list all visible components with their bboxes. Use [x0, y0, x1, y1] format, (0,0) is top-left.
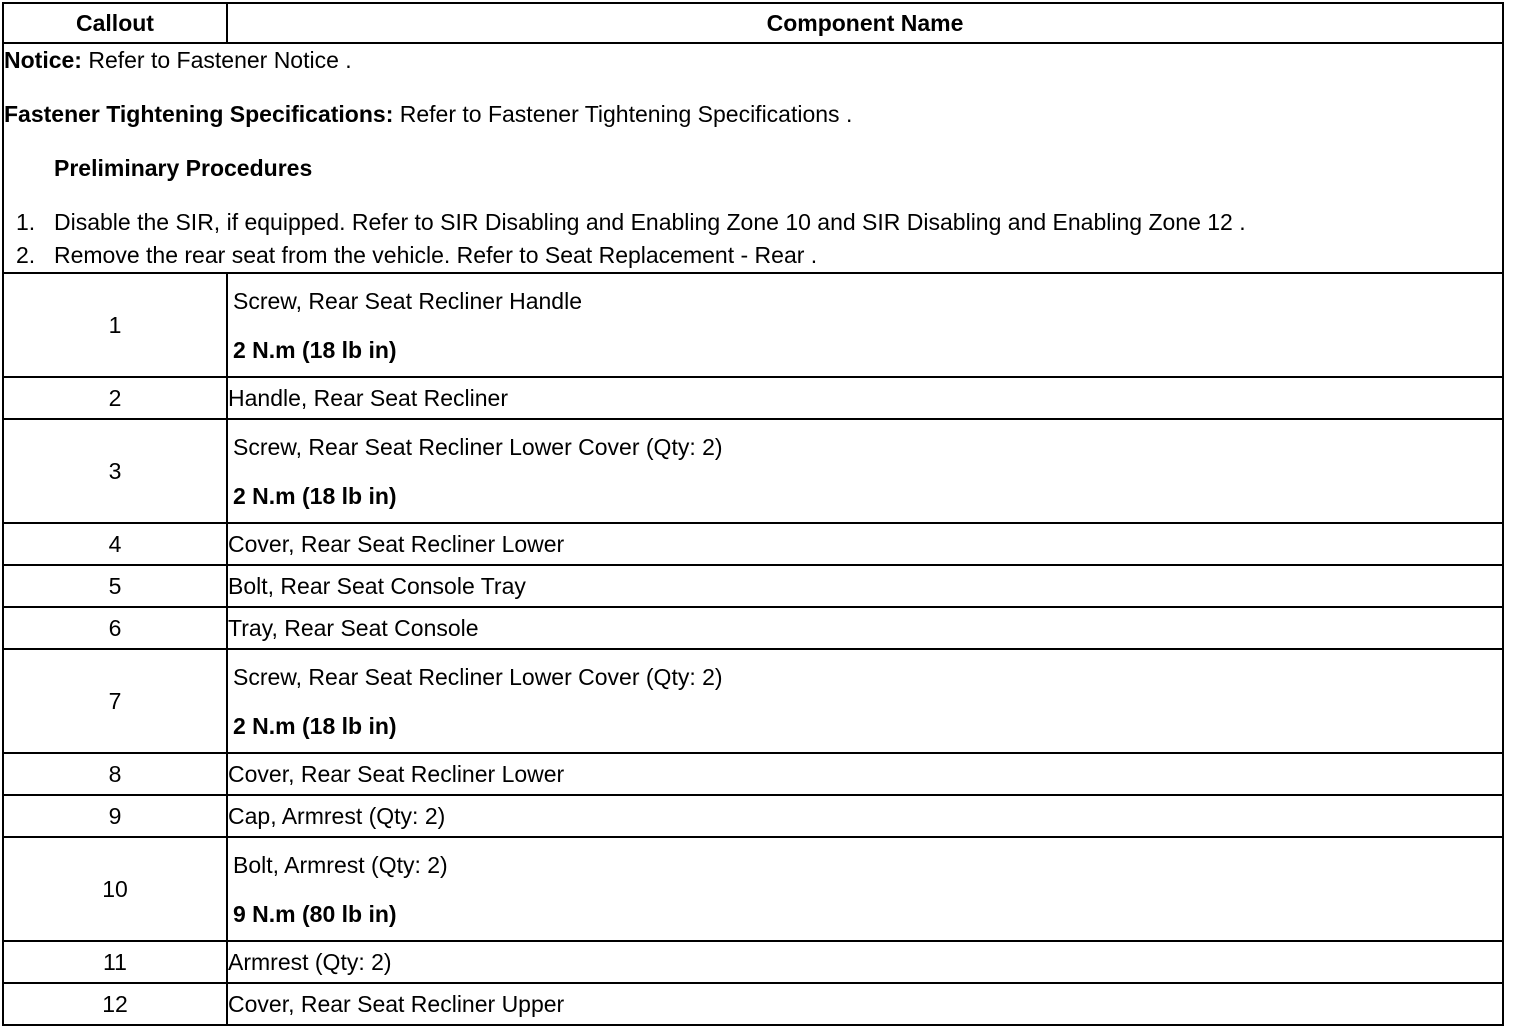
- component-name-cell: [227, 983, 1503, 1025]
- table-header-row: [3, 3, 1503, 43]
- callout-cell: 12: [3, 983, 227, 1025]
- component-name-header: Component Name: [227, 3, 1503, 43]
- callout-cell: 10: [3, 837, 227, 941]
- callout-cell: 8: [3, 753, 227, 795]
- component-name-cell: [227, 941, 1503, 983]
- component-name: Screw, Rear Seat Recliner Handle: [233, 288, 582, 314]
- callout-cell: 5: [3, 565, 227, 607]
- component-name-cell: [227, 273, 1503, 377]
- preliminary-steps: [4, 206, 1502, 272]
- component-table: [2, 2, 1504, 1026]
- table-row: [3, 377, 1503, 419]
- torque-spec: 2 N.m (18 lb in): [233, 337, 397, 363]
- table-row: [3, 565, 1503, 607]
- fastener-spec-line: [4, 98, 1502, 131]
- component-name-cell: [227, 523, 1503, 565]
- step-text: Remove the rear seat from the vehicle. Refer to Seat Replacement - Rear .: [54, 242, 818, 268]
- callout-cell: 4: [3, 523, 227, 565]
- step-number: 1.: [16, 209, 36, 235]
- torque-spec: 9 N.m (80 lb in): [233, 901, 397, 927]
- torque-spec: 2 N.m (18 lb in): [233, 483, 397, 509]
- table-row: [3, 837, 1503, 941]
- step-number: 2.: [16, 242, 36, 268]
- callout-header: Callout: [3, 3, 227, 43]
- component-name: Tray, Rear Seat Console: [228, 614, 479, 641]
- table-row: [3, 273, 1503, 377]
- table-row: [3, 523, 1503, 565]
- torque-spec: 2 N.m (18 lb in): [233, 713, 397, 739]
- component-name: Cap, Armrest (Qty: 2): [228, 802, 446, 829]
- component-name-cell: [227, 377, 1503, 419]
- callout-cell: 1: [3, 273, 227, 377]
- notice-text: Refer to Fastener Notice .: [81, 47, 352, 73]
- table-row: [3, 983, 1503, 1025]
- component-name-cell: [227, 565, 1503, 607]
- callout-cell: 6: [3, 607, 227, 649]
- preliminary-step: [4, 239, 1502, 272]
- step-text: Disable the SIR, if equipped. Refer to SIR Disabling and Enabling Zone 10 and SIR Disabling and Enabling Zone 12 .: [54, 209, 1246, 235]
- component-name-cell: [227, 419, 1503, 523]
- component-name: Cover, Rear Seat Recliner Lower: [228, 760, 565, 787]
- callout-cell: 9: [3, 795, 227, 837]
- table-row: [3, 795, 1503, 837]
- fastener-spec-label: Fastener Tightening Specifications:: [4, 101, 394, 127]
- component-name: Armrest (Qty: 2): [228, 948, 392, 975]
- callout-cell: 11: [3, 941, 227, 983]
- notice-label: Notice:: [4, 47, 82, 73]
- callout-cell: 7: [3, 649, 227, 753]
- component-name-cell: [227, 837, 1503, 941]
- preliminary-step: [4, 206, 1502, 239]
- component-name: Cover, Rear Seat Recliner Lower: [228, 530, 565, 557]
- component-name: Handle, Rear Seat Recliner: [228, 384, 508, 411]
- callout-cell: 3: [3, 419, 227, 523]
- info-cell: [3, 43, 1503, 273]
- component-name: Screw, Rear Seat Recliner Lower Cover (Qty: 2): [233, 434, 723, 460]
- callout-cell: 2: [3, 377, 227, 419]
- component-name: Bolt, Rear Seat Console Tray: [228, 572, 526, 599]
- component-name: Bolt, Armrest (Qty: 2): [233, 852, 448, 878]
- table-row: [3, 607, 1503, 649]
- component-name: Cover, Rear Seat Recliner Upper: [228, 990, 565, 1017]
- fastener-spec-text: Refer to Fastener Tightening Specifications .: [393, 101, 853, 127]
- info-row: [3, 43, 1503, 273]
- component-name: Screw, Rear Seat Recliner Lower Cover (Qty: 2): [233, 664, 723, 690]
- component-name-cell: [227, 753, 1503, 795]
- component-name-cell: [227, 649, 1503, 753]
- table-row: [3, 649, 1503, 753]
- table-row: [3, 753, 1503, 795]
- preliminary-title: Preliminary Procedures: [54, 155, 313, 181]
- table-row: [3, 419, 1503, 523]
- notice-line: [4, 44, 1502, 77]
- component-name-cell: [227, 607, 1503, 649]
- component-name-cell: [227, 795, 1503, 837]
- table-row: [3, 941, 1503, 983]
